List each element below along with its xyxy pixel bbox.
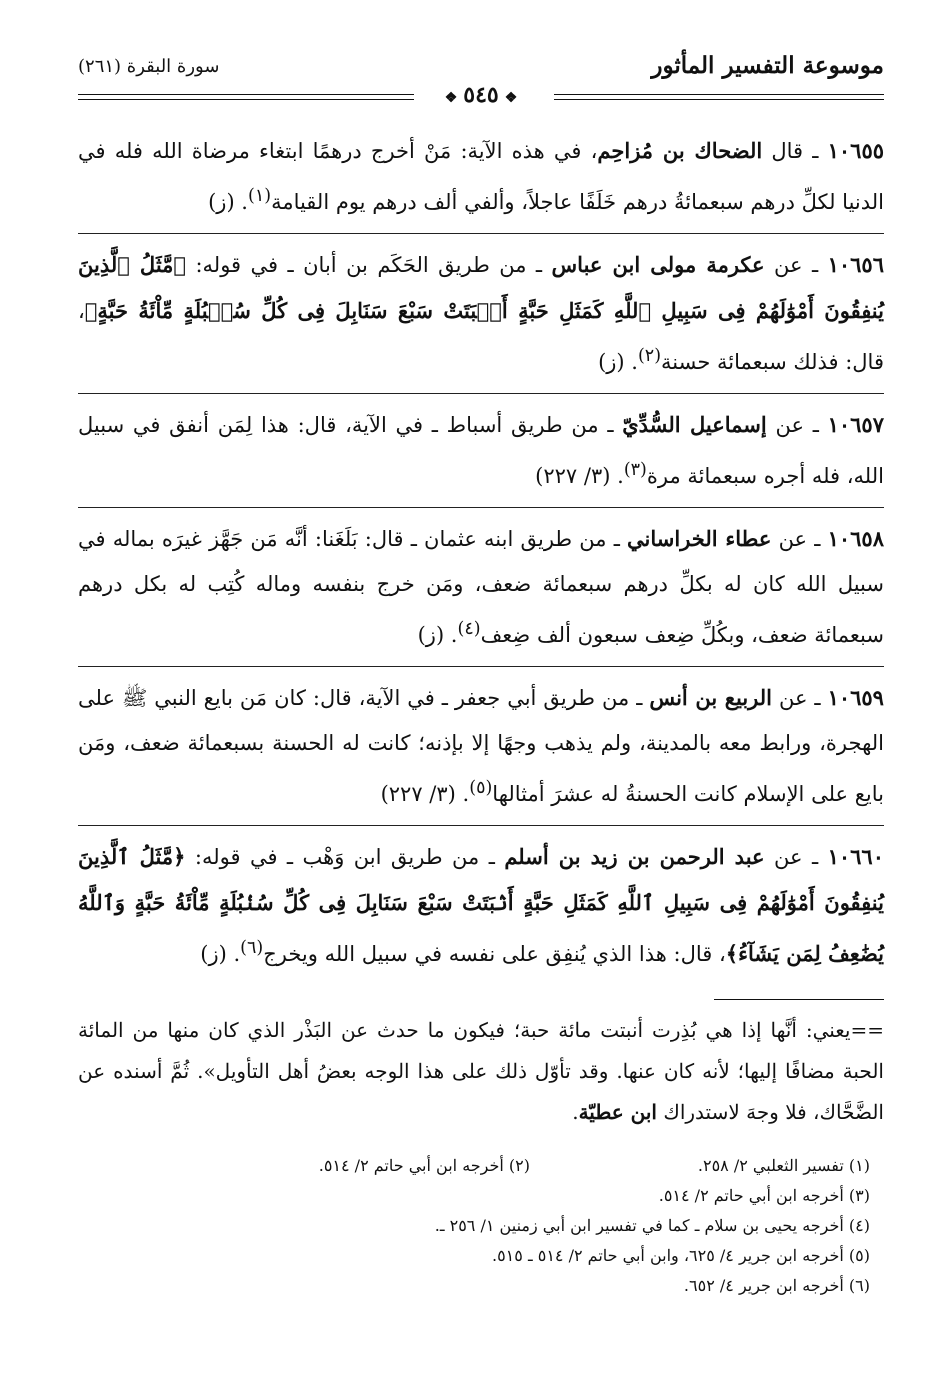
narrator-name: عطاء الخراساني	[627, 526, 772, 551]
ornament-icon: ❖	[504, 90, 518, 106]
footnote-1: (١) تفسير الثعلبي ٢/ ٢٥٨.	[697, 1156, 870, 1175]
entry-10655	[78, 128, 884, 234]
entry-number: ١٠٦٥٦	[827, 252, 884, 277]
footnote-ref: (٦)	[240, 938, 264, 958]
footnote-ref: (٢)	[637, 346, 662, 366]
page-number-text: ٥٤٥	[463, 82, 499, 108]
footnote-4: (٤) أخرجه يحيى بن سلام ـ كما في تفسير ابن أبي زمنين ١/ ٢٥٦ ـ.	[434, 1216, 870, 1235]
entry-text: ـ عن	[771, 527, 821, 551]
ornament-icon: ❖	[444, 90, 458, 106]
footnote-separator	[714, 999, 884, 1000]
narrator-name: عبد الرحمن بن زيد بن أسلم	[504, 844, 765, 869]
volume-ref: (٣/ ٢٢٧)	[380, 782, 456, 806]
narrator-name: إسماعيل السُّدِّيّ	[622, 412, 767, 437]
source-tag: . (ز)	[208, 190, 248, 214]
narrator-name: الربيع بن أنس	[649, 685, 772, 710]
entry-text: ـ من طريق أسباط ـ في الآية، قال: هذا لِمَن أنفق في سبيل الله، فله أجره سبعمائة مرة	[78, 413, 884, 488]
entry-text: ـ عن	[764, 253, 819, 277]
surah-label: سورة البقرة (٢٦١)	[78, 56, 220, 77]
continuation-text: يعني: أنَّها إذا هي بُذِرت أنبتت مائة حبة؛ فيكون ما حدث عن البَذْر الذي كان منها من المائة الحبة مضافًا إليها؛ لأنه كان عنها. وقد تأوّل ذلك على هذا الوجه بعضُ أهل التأويل». ثُمَّ أسنده عن الضَّحَّاك، فلا وجهَ لاستدراك	[78, 1018, 884, 1124]
entry-number: ١٠٦٦٠	[827, 844, 884, 869]
source-tag: . (ز)	[200, 942, 241, 966]
source-tag: . (ز)	[598, 350, 638, 374]
header-rule-left	[78, 94, 414, 100]
page-header	[78, 48, 884, 106]
entry-text: ، قال: هذا الذي يُنفِق على نفسه في سبيل الله ويخرج	[263, 942, 726, 966]
page	[78, 48, 884, 1348]
continuation-end: .	[572, 1100, 579, 1124]
entry-text: ـ قال	[762, 139, 819, 163]
entry-10660	[78, 834, 884, 985]
footnote-ref: (٤)	[457, 619, 481, 639]
entry-text: ، في هذه الآية: مَنْ أخرج درهمًا ابتغاء مرضاة الله فله في الدنيا لكلِّ درهم سبعمائةُ درهم خَلَفًا عاجلاً، وألفي ألف درهم يوم القيامة	[78, 139, 884, 214]
entry-number: ١٠٦٥٧	[827, 412, 884, 437]
entry-text: ـ من طريق ابنه عثمان ـ قال: بَلَغَنا: أنَّه مَن جَهَّز غيرَه بماله في سبيل الله كان له بكلِّ درهم سبعمائة ضعف، ومَن خرج بنفسه وماله كُتِب له بكل درهم سبعمائة ضعف، وبكُلِّ ضِعف سبعون ألف ضِعف	[78, 527, 884, 647]
footnote-continuation	[78, 1010, 884, 1151]
narrator-name: الضحاك بن مُزاحِم	[597, 138, 763, 163]
footnote-ref: (٥)	[469, 778, 493, 798]
footnote-row	[78, 1151, 870, 1181]
narrator-name: عكرمة مولى ابن عباس	[551, 252, 765, 277]
entry-text: ، قال: فذلك سبعمائة حسنة	[78, 299, 884, 374]
entry-text: ـ عن	[764, 845, 819, 869]
entry-10656	[78, 242, 884, 394]
footnote-2: (٢) أخرجه ابن أبي حاتم ٢/ ٥١٤.	[318, 1156, 530, 1175]
quran-verse: ﴿مَّثَلُ ٱلَّذِينَ يُنفِقُونَ أَمْوَٰلَهُمْ فِى سَبِيلِ ٱللَّهِ كَمَثَلِ حَبَّةٍ أَنۢبَتَتْ سَبْعَ سَنَابِلَ فِى كُلِّ سُنۢبُلَةٍ مِّاْئَةُ حَبَّةٍ وَٱللَّهُ يُضَٰعِفُ لِمَن يَشَآءُ﴾	[78, 844, 884, 966]
entry-number: ١٠٦٥٨	[827, 526, 884, 551]
quran-verse: ﴿مَّثَلُ ٱلَّذِينَ يُنفِقُونَ أَمْوَٰلَهُمْ فِى سَبِيلِ ٱللَّهِ كَمَثَلِ حَبَّةٍ أَنۢبَتَتْ سَبْعَ سَنَابِلَ فِى كُلِّ سُنۢبُلَةٍ مِّاْئَةُ حَبَّةٍ﴾	[78, 252, 884, 323]
footnote-3: (٣) أخرجه ابن أبي حاتم ٢/ ٥١٤.	[658, 1186, 870, 1205]
volume-ref: (٣/ ٢٢٧)	[535, 464, 611, 488]
entry-text: ـ من طريق الحَكَم بن أبان ـ في قوله:	[186, 253, 552, 277]
footnote-ref: (٣)	[623, 460, 647, 480]
entry-text: .	[610, 464, 624, 488]
book-title: موسوعة التفسير المأثور	[651, 52, 884, 79]
continuation-name: ابن عطيّة	[578, 1100, 657, 1124]
entry-text: ـ عن	[771, 686, 821, 710]
continuation-marker: ==	[850, 1018, 885, 1042]
footnote-5: (٥) أخرجه ابن جرير ٤/ ٦٢٥، وابن أبي حاتم ٢/ ٥١٤ ـ ٥١٥.	[491, 1246, 870, 1265]
entry-text: ـ عن	[766, 413, 819, 437]
entry-text: .	[455, 782, 470, 806]
entry-10658	[78, 516, 884, 667]
entry-number: ١٠٦٥٥	[827, 138, 885, 163]
footnotes	[78, 1151, 884, 1301]
entry-10657	[78, 402, 884, 508]
entry-text: ـ من طريق ابن وَهْب ـ في قوله:	[185, 845, 505, 869]
source-tag: . (ز)	[417, 623, 458, 647]
entry-10659	[78, 675, 884, 826]
footnote-6: (٦) أخرجه ابن جرير ٤/ ٦٥٢.	[683, 1276, 870, 1295]
entries	[78, 128, 884, 985]
entry-text: ـ من طريق أبي جعفر ـ في الآية، قال: كان مَن بايع النبي ﷺ على الهجرة، ورابط معه بالمدينة، ولم يذهب وجهًا إلا بإذنه؛ كانت له الحسنة بسبعمائة ضعف، ومَن بايع على الإسلام كانت الحسنةُ له عشرَ أمثالها	[78, 686, 884, 806]
footnote-ref: (١)	[248, 186, 272, 206]
page-number	[439, 82, 524, 108]
entry-number: ١٠٦٥٩	[827, 685, 884, 710]
header-rule-right	[554, 94, 884, 100]
